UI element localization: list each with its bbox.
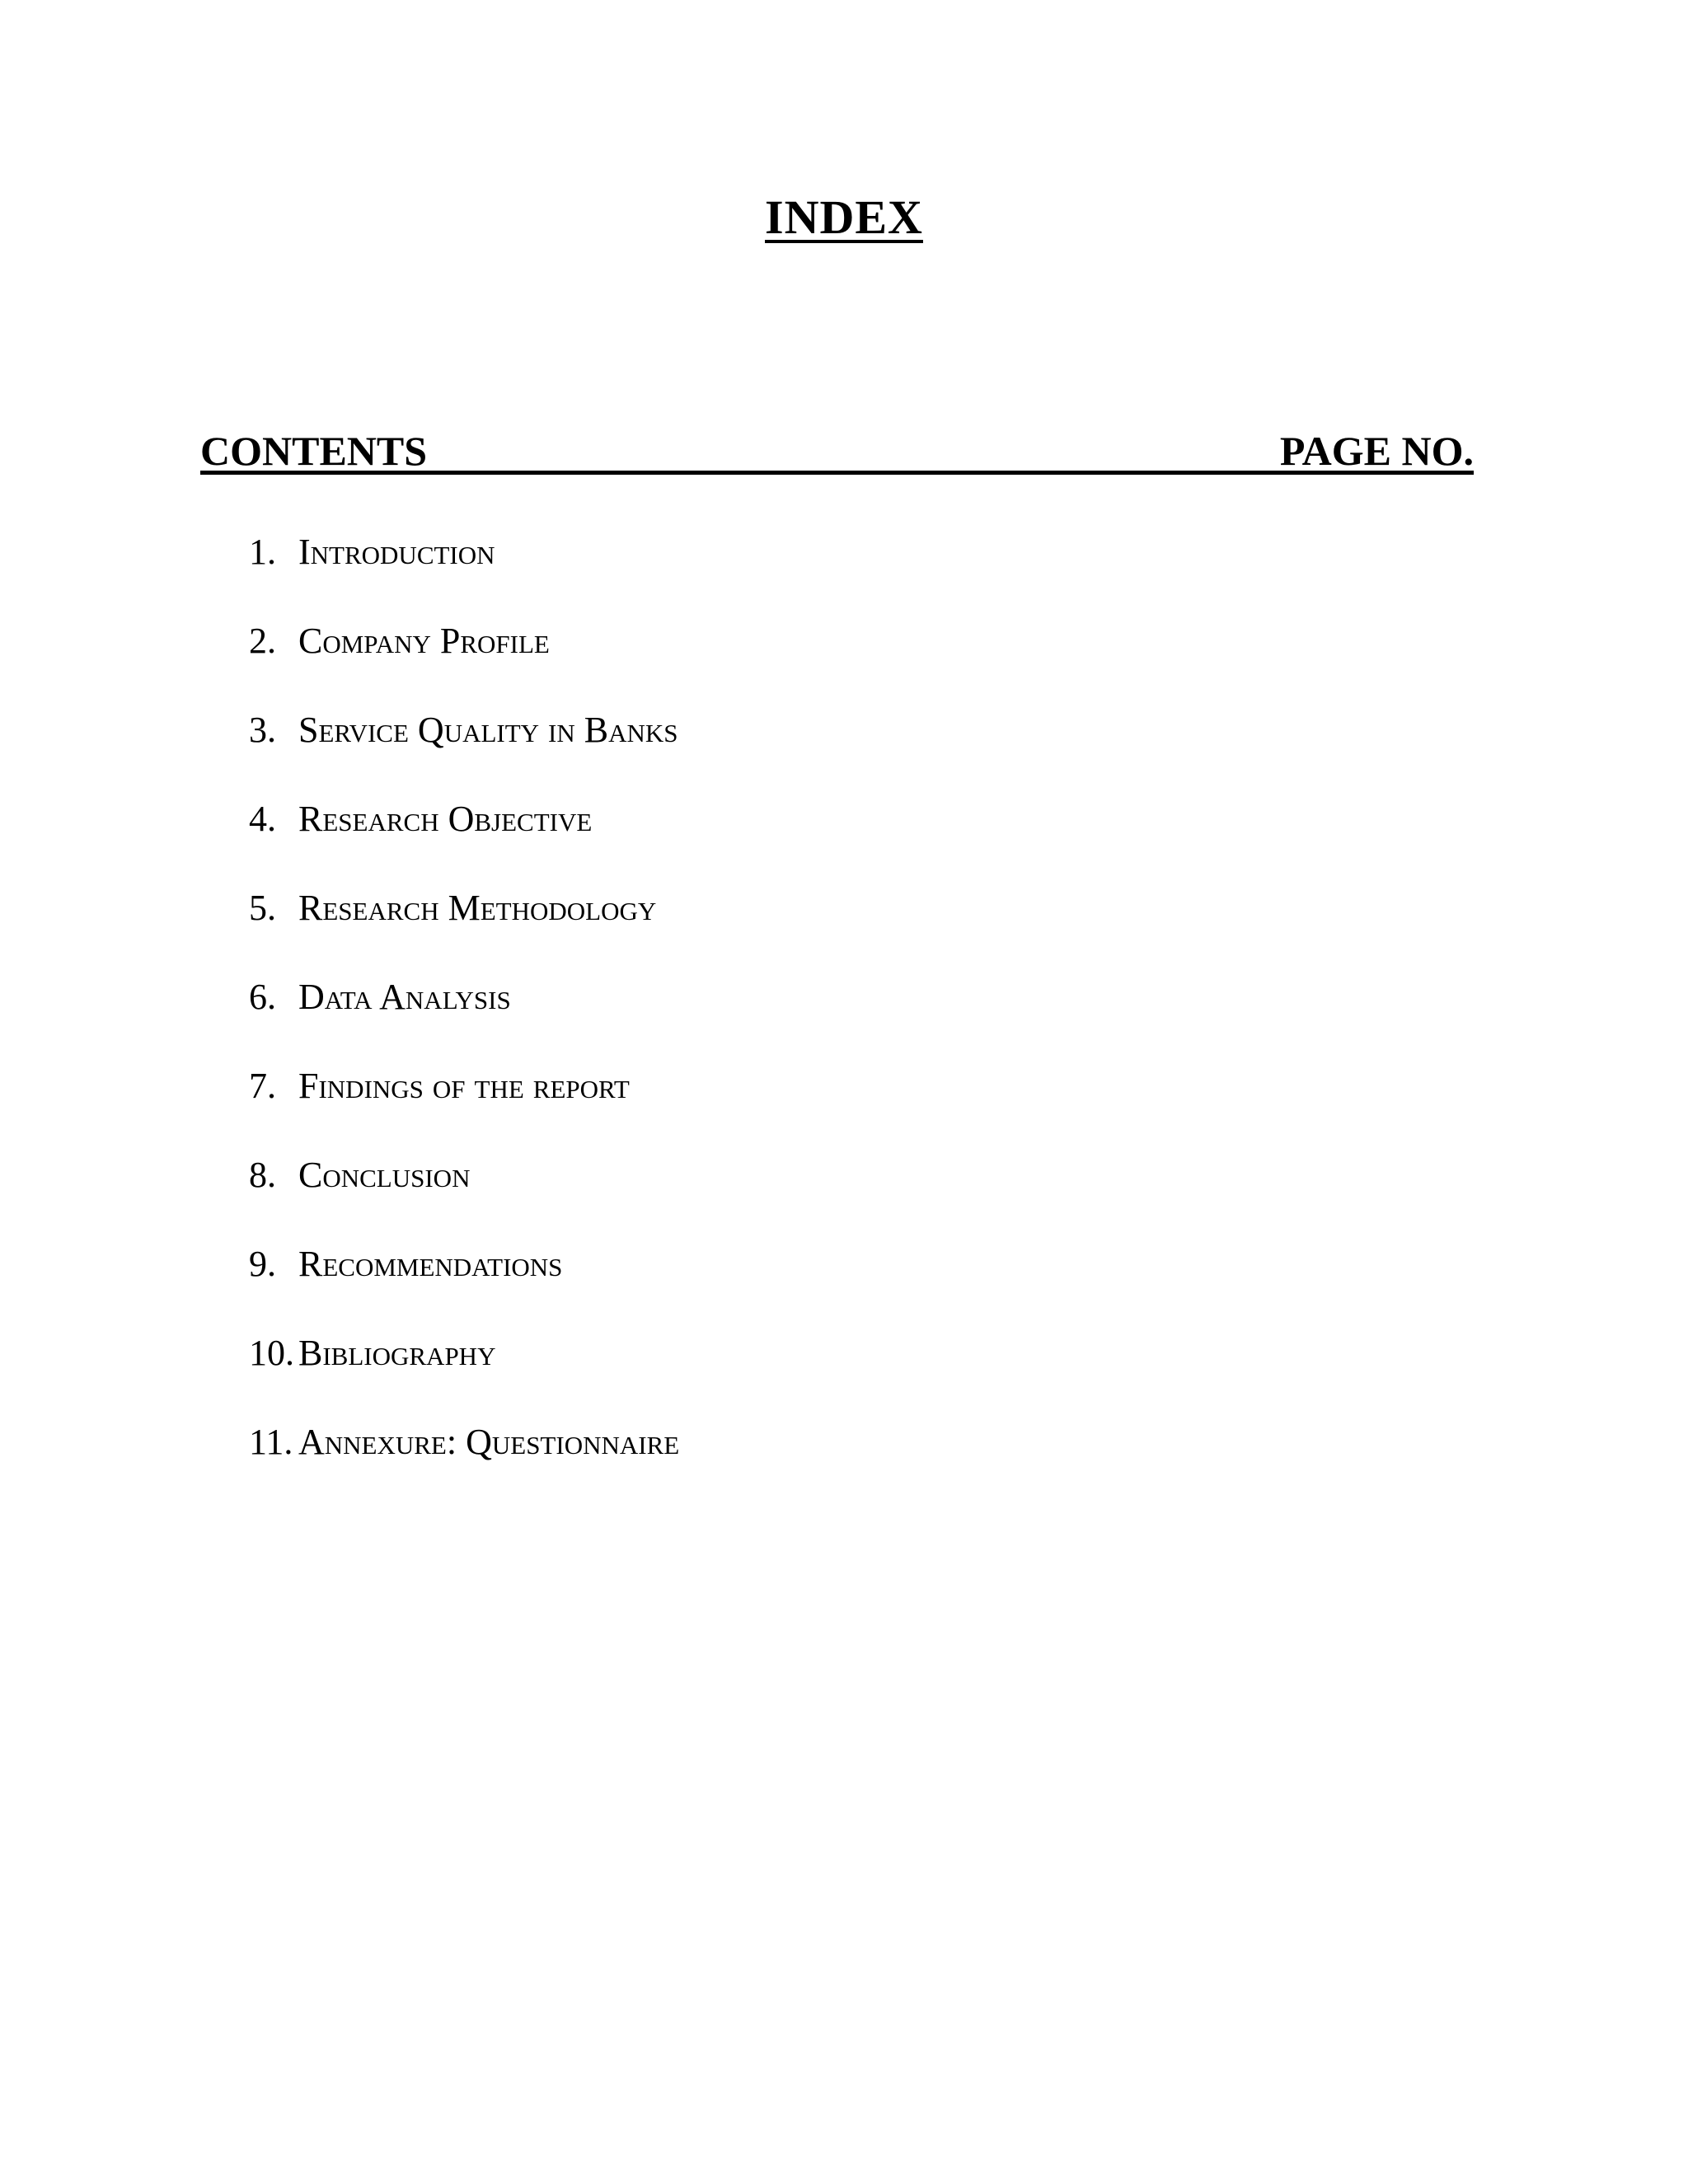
toc-item-label: Company Profile bbox=[298, 621, 550, 661]
contents-header-row bbox=[200, 425, 1474, 475]
toc-item-number: 6. bbox=[249, 977, 276, 1017]
toc-item-label: Conclusion bbox=[298, 1155, 471, 1195]
toc-item-number: 7. bbox=[249, 1066, 276, 1106]
toc-item-research-objective bbox=[249, 786, 679, 875]
table-of-contents bbox=[249, 519, 679, 1498]
toc-item-research-methodology bbox=[249, 875, 679, 964]
toc-item-annexure bbox=[249, 1409, 679, 1498]
toc-item-conclusion bbox=[249, 1142, 679, 1231]
toc-item-number: 3. bbox=[249, 710, 276, 750]
toc-item-label: Data Analysis bbox=[298, 977, 511, 1017]
toc-item-number: 1. bbox=[249, 532, 276, 572]
toc-item-number: 5. bbox=[249, 888, 276, 928]
toc-item-data-analysis bbox=[249, 964, 679, 1053]
toc-item-number: 10. bbox=[249, 1333, 294, 1373]
toc-item-number: 9. bbox=[249, 1244, 276, 1284]
toc-item-bibliography bbox=[249, 1320, 679, 1409]
toc-item-number: 8. bbox=[249, 1155, 276, 1195]
toc-item-introduction bbox=[249, 519, 679, 608]
toc-item-label: Research Methodology bbox=[298, 888, 657, 928]
contents-label: CONTENTS bbox=[200, 428, 428, 474]
toc-item-number: 11. bbox=[249, 1422, 293, 1462]
page-title bbox=[0, 190, 1688, 244]
toc-item-number: 4. bbox=[249, 799, 276, 839]
toc-item-label: Introduction bbox=[298, 532, 495, 572]
toc-item-number: 2. bbox=[249, 621, 276, 661]
toc-item-label: Annexure: Questionnaire bbox=[298, 1422, 680, 1462]
toc-item-service-quality bbox=[249, 697, 679, 786]
page-no-label: PAGE NO. bbox=[1279, 428, 1474, 474]
toc-item-recommendations bbox=[249, 1231, 679, 1320]
toc-item-label: Findings of the report bbox=[298, 1066, 630, 1106]
toc-item-company-profile bbox=[249, 608, 679, 697]
toc-item-label: Recommendations bbox=[298, 1244, 563, 1284]
toc-item-findings bbox=[249, 1053, 679, 1142]
index-heading: INDEX bbox=[765, 190, 923, 244]
toc-item-label: Service Quality in Banks bbox=[298, 710, 678, 750]
toc-item-label: Bibliography bbox=[298, 1333, 496, 1373]
toc-item-label: Research Objective bbox=[298, 799, 593, 839]
